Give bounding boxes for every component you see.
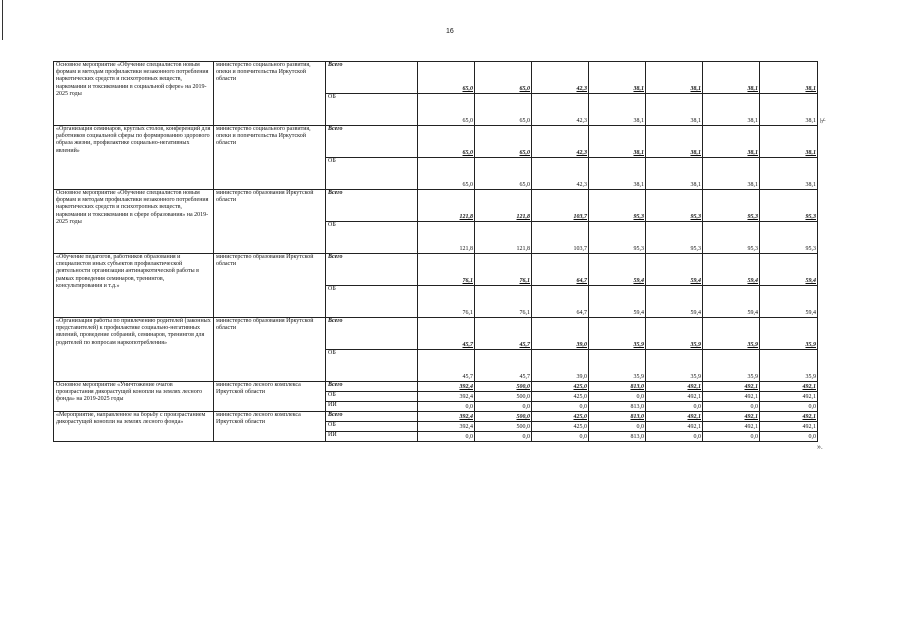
value-cell: 0,0 bbox=[760, 432, 818, 442]
value-cell: 492,1 bbox=[760, 422, 818, 432]
value-cell: 38,1 bbox=[646, 94, 703, 126]
activity-name: «Организация работы по привлечению родителей (законных представителей) к профилактике социально-негативных явлений, проведение собраний, семинаров, тренингов для родителей по вопросам наркопотребления» bbox=[54, 318, 214, 382]
funding-source-cell: Всего bbox=[326, 62, 418, 94]
value-cell: 38,1 bbox=[703, 94, 760, 126]
value-cell: 492,1 bbox=[703, 382, 760, 392]
executor-cell: министерство образования Иркутской области bbox=[214, 318, 326, 382]
value-cell: 0,0 bbox=[475, 432, 532, 442]
value-cell: 42,3 bbox=[532, 126, 589, 158]
value-cell: 65,0 bbox=[475, 62, 532, 94]
value-cell: 64,7 bbox=[532, 254, 589, 286]
value-cell: 35,9 bbox=[646, 350, 703, 382]
value-cell: 65,0 bbox=[418, 94, 475, 126]
value-cell: 492,1 bbox=[703, 422, 760, 432]
value-cell: 500,0 bbox=[475, 382, 532, 392]
value-cell: 0,0 bbox=[475, 402, 532, 412]
value-cell: 392,4 bbox=[418, 422, 475, 432]
table-row bbox=[54, 382, 818, 392]
value-cell: 95,3 bbox=[646, 222, 703, 254]
funding-source-cell: Всего bbox=[326, 318, 418, 350]
value-cell: 59,4 bbox=[646, 254, 703, 286]
funding-source-cell: Всего bbox=[326, 190, 418, 222]
value-cell: 0,0 bbox=[589, 422, 646, 432]
value-cell: 76,1 bbox=[475, 254, 532, 286]
value-cell: 500,0 bbox=[475, 422, 532, 432]
value-cell: 500,0 bbox=[475, 412, 532, 422]
value-cell: 39,0 bbox=[532, 350, 589, 382]
value-cell: 35,9 bbox=[760, 350, 818, 382]
funding-source-cell: ОБ bbox=[326, 94, 418, 126]
funding-source-cell: ОБ bbox=[326, 350, 418, 382]
value-cell: 492,1 bbox=[646, 392, 703, 402]
activity-name: «Организация семинаров, круглых столов, конференций для работников социальной сферы по формированию здорового образа жизни, профилактике социально-негативных явлений» bbox=[54, 126, 214, 190]
value-cell: 0,0 bbox=[703, 402, 760, 412]
value-cell: 45,7 bbox=[418, 318, 475, 350]
value-cell: 103,7 bbox=[532, 222, 589, 254]
activity-name: «Мероприятие, направленное на борьбу с произрастанием дикорастущей конопли на землях лесного фонда» bbox=[54, 412, 214, 442]
value-cell: 65,0 bbox=[418, 62, 475, 94]
value-cell: 0,0 bbox=[703, 432, 760, 442]
table-row bbox=[54, 254, 818, 286]
value-cell: 76,1 bbox=[418, 286, 475, 318]
executor-cell: министерство образования Иркутской области bbox=[214, 254, 326, 318]
executor-cell: министерство лесного комплекса Иркутской области bbox=[214, 382, 326, 412]
table-row bbox=[54, 126, 818, 158]
value-cell: 0,0 bbox=[418, 402, 475, 412]
value-cell: 813,0 bbox=[589, 382, 646, 392]
value-cell: 38,1 bbox=[703, 62, 760, 94]
value-cell: 59,4 bbox=[589, 286, 646, 318]
value-cell: 0,0 bbox=[646, 402, 703, 412]
value-cell: 65,0 bbox=[475, 94, 532, 126]
funding-source-cell: ОБ bbox=[326, 422, 418, 432]
value-cell: 35,9 bbox=[760, 318, 818, 350]
value-cell: 492,1 bbox=[703, 412, 760, 422]
value-cell: 492,1 bbox=[760, 392, 818, 402]
activity-name: Основное мероприятие «Уничтожение очагов произрастания дикорастущей конопли на землях лесного фонда» на 2019-2025 годы bbox=[54, 382, 214, 412]
value-cell: 45,7 bbox=[418, 350, 475, 382]
funding-source-cell: Всего bbox=[326, 382, 418, 392]
value-cell: 42,3 bbox=[532, 94, 589, 126]
value-cell: 38,1 bbox=[589, 158, 646, 190]
value-cell: 38,1 bbox=[703, 126, 760, 158]
value-cell: 813,0 bbox=[589, 432, 646, 442]
value-cell: 35,9 bbox=[646, 318, 703, 350]
table-row bbox=[54, 190, 818, 222]
funding-source-cell: Всего bbox=[326, 126, 418, 158]
table-row bbox=[54, 62, 818, 94]
funding-source-cell: ОБ bbox=[326, 286, 418, 318]
value-cell: 59,4 bbox=[703, 286, 760, 318]
page-number: 16 bbox=[446, 28, 454, 35]
value-cell: 38,1 bbox=[760, 94, 818, 126]
value-cell: 38,1 bbox=[589, 62, 646, 94]
value-cell: 0,0 bbox=[760, 402, 818, 412]
value-cell: 35,9 bbox=[703, 318, 760, 350]
executor-cell: министерство образования Иркутской области bbox=[214, 190, 326, 254]
value-cell: 65,0 bbox=[418, 158, 475, 190]
funding-source-cell: ОБ bbox=[326, 158, 418, 190]
value-cell: 42,3 bbox=[532, 158, 589, 190]
value-cell: 38,1 bbox=[760, 62, 818, 94]
funding-source-cell: ОБ bbox=[326, 392, 418, 402]
value-cell: 45,7 bbox=[475, 318, 532, 350]
value-cell: 95,3 bbox=[760, 190, 818, 222]
value-cell: 95,3 bbox=[589, 190, 646, 222]
value-cell: 76,1 bbox=[475, 286, 532, 318]
executor-cell: министерство социального развития, опеки и попечительства Иркутской области bbox=[214, 62, 326, 126]
value-cell: 38,1 bbox=[589, 94, 646, 126]
value-cell: 38,1 bbox=[760, 158, 818, 190]
value-cell: 492,1 bbox=[646, 382, 703, 392]
value-cell: 95,3 bbox=[703, 222, 760, 254]
value-cell: 121,8 bbox=[418, 222, 475, 254]
value-cell: 500,0 bbox=[475, 392, 532, 402]
executor-cell: министерство социального развития, опеки и попечительства Иркутской области bbox=[214, 126, 326, 190]
value-cell: 65,0 bbox=[475, 158, 532, 190]
value-cell: 0,0 bbox=[646, 432, 703, 442]
table-row bbox=[54, 318, 818, 350]
value-cell: 95,3 bbox=[589, 222, 646, 254]
value-cell: 0,0 bbox=[418, 432, 475, 442]
value-cell: 392,4 bbox=[418, 392, 475, 402]
value-cell: 35,9 bbox=[703, 350, 760, 382]
funding-source-cell: Всего bbox=[326, 412, 418, 422]
value-cell: 59,4 bbox=[646, 286, 703, 318]
value-cell: 59,4 bbox=[760, 254, 818, 286]
activity-name: Основное мероприятие «Обучение специалистов новым формам и методам профилактики незаконного потребления наркотических средств и психотропных веществ, наркомании и токсикомании в социальной сфере» на 2019-2025 годы bbox=[54, 62, 214, 126]
value-cell: 492,1 bbox=[760, 382, 818, 392]
value-cell: 65,0 bbox=[418, 126, 475, 158]
value-cell: 103,7 bbox=[532, 190, 589, 222]
value-cell: 38,1 bbox=[589, 126, 646, 158]
value-cell: 95,3 bbox=[646, 190, 703, 222]
value-cell: 59,4 bbox=[589, 254, 646, 286]
value-cell: 121,8 bbox=[418, 190, 475, 222]
value-cell: 492,1 bbox=[760, 412, 818, 422]
table-row bbox=[54, 412, 818, 422]
value-cell: 76,1 bbox=[418, 254, 475, 286]
value-cell: 492,1 bbox=[646, 422, 703, 432]
value-cell: 64,7 bbox=[532, 286, 589, 318]
value-cell: 38,1 bbox=[646, 62, 703, 94]
budget-table bbox=[53, 61, 818, 442]
value-cell: 492,1 bbox=[703, 392, 760, 402]
activity-name: «Обучение педагогов, работников образования и специалистов иных субъектов профилактической деятельности организации антинаркотической работы в рамках проведения семинаров, тренингов, консультирования и т.д.» bbox=[54, 254, 214, 318]
value-cell: 0,0 bbox=[532, 432, 589, 442]
value-cell: 425,0 bbox=[532, 422, 589, 432]
value-cell: 95,3 bbox=[703, 190, 760, 222]
value-cell: 392,4 bbox=[418, 412, 475, 422]
value-cell: 425,0 bbox=[532, 392, 589, 402]
value-cell: 35,9 bbox=[589, 318, 646, 350]
funding-source-cell: ОБ bbox=[326, 222, 418, 254]
activity-name: Основное мероприятие «Обучение специалистов новым формам и методам профилактики незаконного потребления наркотических средств и психотропных веществ, наркомании и токсикомании в сфере образования» на 2019-2025 годы bbox=[54, 190, 214, 254]
value-cell: 492,1 bbox=[646, 412, 703, 422]
value-cell: 38,1 bbox=[703, 158, 760, 190]
value-cell: 39,0 bbox=[532, 318, 589, 350]
value-cell: 425,0 bbox=[532, 412, 589, 422]
value-cell: 0,0 bbox=[589, 392, 646, 402]
value-cell: 45,7 bbox=[475, 350, 532, 382]
value-cell: 95,3 bbox=[760, 222, 818, 254]
value-cell: 42,3 bbox=[532, 62, 589, 94]
value-cell: 59,4 bbox=[703, 254, 760, 286]
value-cell: 392,4 bbox=[418, 382, 475, 392]
value-cell: 813,0 bbox=[589, 402, 646, 412]
value-cell: 59,4 bbox=[760, 286, 818, 318]
table-end-mark: ». bbox=[817, 444, 823, 451]
value-cell: 121,8 bbox=[475, 222, 532, 254]
value-cell: 425,0 bbox=[532, 382, 589, 392]
funding-source-cell: ИИ bbox=[326, 402, 418, 412]
side-check-mark: ⊬ bbox=[820, 118, 827, 125]
value-cell: 38,1 bbox=[760, 126, 818, 158]
funding-source-cell: ИИ bbox=[326, 432, 418, 442]
funding-source-cell: Всего bbox=[326, 254, 418, 286]
value-cell: 813,0 bbox=[589, 412, 646, 422]
value-cell: 38,1 bbox=[646, 158, 703, 190]
scan-edge-mark bbox=[2, 0, 9, 40]
value-cell: 0,0 bbox=[532, 402, 589, 412]
value-cell: 35,9 bbox=[589, 350, 646, 382]
value-cell: 38,1 bbox=[646, 126, 703, 158]
value-cell: 65,0 bbox=[475, 126, 532, 158]
executor-cell: министерство лесного комплекса Иркутской области bbox=[214, 412, 326, 442]
value-cell: 121,8 bbox=[475, 190, 532, 222]
